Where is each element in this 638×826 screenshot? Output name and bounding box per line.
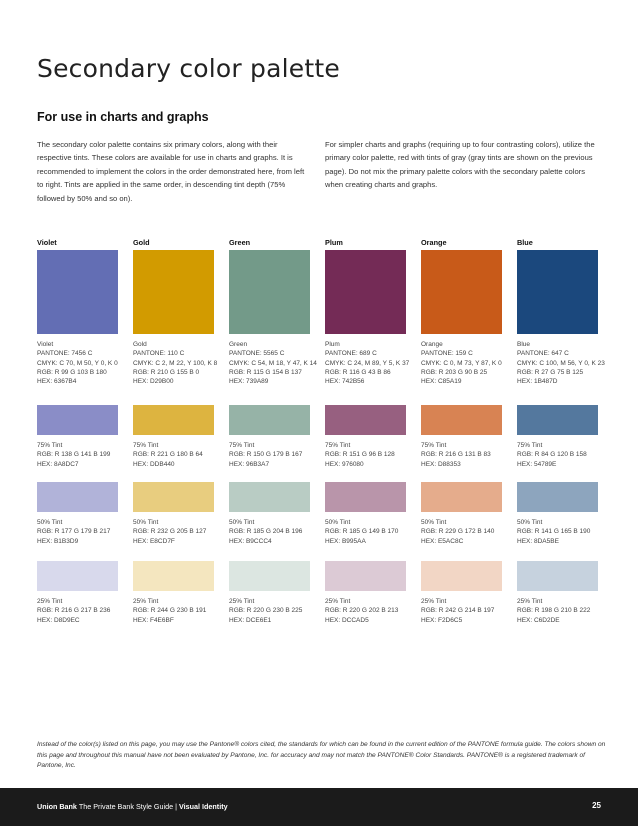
spec-line: 75% Tint bbox=[421, 442, 447, 449]
spec-line: Blue bbox=[517, 341, 531, 348]
page-number: 25 bbox=[592, 801, 601, 810]
footer-separator: | bbox=[175, 802, 177, 811]
swatch-info-green-25-tint bbox=[229, 597, 324, 625]
swatch-info-violet-25-tint bbox=[37, 597, 132, 625]
spec-line: HEX: E8CD7F bbox=[133, 537, 175, 545]
spec-line: RGB: R 116 G 43 B 86 bbox=[325, 368, 391, 376]
spec-line: 75% Tint bbox=[325, 442, 351, 449]
swatch-orange-100 bbox=[421, 250, 502, 334]
spec-line: PANTONE: 647 C bbox=[517, 350, 569, 358]
swatch-violet-75-tint bbox=[37, 405, 118, 435]
footer-section: Visual Identity bbox=[178, 802, 228, 811]
swatch-plum-75-tint bbox=[325, 405, 406, 435]
spec-line: PANTONE: 7456 C bbox=[37, 350, 93, 358]
spec-line: HEX: 976080 bbox=[325, 460, 364, 468]
swatch-blue-100 bbox=[517, 250, 598, 334]
spec-line: RGB: R 221 G 180 B 64 bbox=[133, 451, 203, 459]
spec-line: HEX: 96B3A7 bbox=[229, 460, 270, 468]
spec-line: 75% Tint bbox=[37, 442, 63, 449]
spec-line: RGB: R 27 G 75 B 125 bbox=[517, 368, 584, 376]
spec-line: RGB: R 216 G 217 B 236 bbox=[37, 607, 111, 615]
spec-line: HEX: DDB440 bbox=[133, 460, 175, 468]
swatch-info-green-75-tint bbox=[229, 441, 324, 469]
swatch-info-violet-75-tint bbox=[37, 441, 132, 469]
spec-line: RGB: R 220 G 202 B 213 bbox=[325, 607, 399, 615]
spec-line: 25% Tint bbox=[325, 598, 351, 605]
spec-line: RGB: R 141 G 165 B 190 bbox=[517, 528, 591, 536]
spec-line: RGB: R 244 G 230 B 191 bbox=[133, 607, 207, 615]
swatch-info-blue-25-tint bbox=[517, 597, 612, 625]
spec-line: HEX: B1B3D9 bbox=[37, 537, 79, 545]
color-column-orange bbox=[421, 238, 502, 624]
spec-line: HEX: B995AA bbox=[325, 537, 366, 545]
color-column-violet bbox=[37, 238, 118, 624]
spec-line: Violet bbox=[37, 341, 54, 348]
color-name-gold: Gold bbox=[133, 238, 150, 247]
footer-brand: Union Bank bbox=[37, 802, 77, 811]
spec-line: HEX: 8A8DC7 bbox=[37, 460, 79, 468]
color-name-green: Green bbox=[229, 238, 251, 247]
color-column-green bbox=[229, 238, 317, 624]
spec-line: HEX: 6367B4 bbox=[37, 378, 77, 386]
swatch-green-75-tint bbox=[229, 405, 310, 435]
swatch-violet-25-tint bbox=[37, 561, 118, 591]
spec-line: HEX: 739A89 bbox=[229, 378, 269, 386]
intro-paragraph-right: For simpler charts and graphs (requiring up to four contrasting colors), utilize the primary color palette, red with tints of gray (gray tints are shown on the previous page). Do not mix the primary palette colors with the secondary palette colors when creating charts and graphs. bbox=[325, 140, 595, 190]
swatch-green-100 bbox=[229, 250, 310, 334]
spec-line: PANTONE: 5565 C bbox=[229, 350, 285, 358]
spec-line: HEX: 8DA5BE bbox=[517, 537, 559, 545]
color-column-gold bbox=[133, 238, 218, 624]
swatch-plum-50-tint bbox=[325, 482, 406, 512]
swatch-info-plum-100 bbox=[325, 340, 420, 386]
spec-line: HEX: F2D6C5 bbox=[421, 616, 463, 624]
spec-line: HEX: DCE6E1 bbox=[229, 616, 272, 624]
page-title: Secondary color palette bbox=[37, 54, 340, 83]
swatch-info-orange-25-tint bbox=[421, 597, 516, 625]
swatch-blue-25-tint bbox=[517, 561, 598, 591]
spec-line: RGB: R 151 G 96 B 128 bbox=[325, 451, 395, 459]
swatch-info-violet-50-tint bbox=[37, 518, 132, 546]
swatch-info-plum-75-tint bbox=[325, 441, 420, 469]
spec-line: HEX: E5AC8C bbox=[421, 537, 464, 545]
intro-paragraph-left: The secondary color palette contains six primary colors, along with their respective tints. These colors are available for use in charts and graphs. It is recommended to implement the colors in the order demonstrated here, from left to right. Tints are applied in the same order, in descending tint depth (75% followed by 50% and so on). bbox=[37, 140, 305, 203]
swatch-info-blue-75-tint bbox=[517, 441, 612, 469]
spec-line: 50% Tint bbox=[325, 519, 351, 526]
spec-line: 75% Tint bbox=[229, 442, 255, 449]
swatch-blue-75-tint bbox=[517, 405, 598, 435]
swatch-info-gold-75-tint bbox=[133, 441, 228, 469]
spec-line: HEX: DCCAD5 bbox=[325, 616, 369, 624]
spec-line: CMYK: C 0, M 73, Y 87, K 0 bbox=[421, 359, 502, 367]
spec-line: RGB: R 177 G 179 B 217 bbox=[37, 528, 111, 536]
spec-line: 50% Tint bbox=[37, 519, 63, 526]
spec-line: HEX: 742B56 bbox=[325, 378, 365, 386]
swatch-info-green-100 bbox=[229, 340, 324, 386]
spec-line: RGB: R 185 G 204 B 196 bbox=[229, 528, 303, 536]
page-footer bbox=[0, 788, 638, 826]
spec-line: HEX: F4E6BF bbox=[133, 616, 174, 624]
swatch-gold-50-tint bbox=[133, 482, 214, 512]
spec-line: 25% Tint bbox=[517, 598, 543, 605]
spec-line: CMYK: C 54, M 18, Y 47, K 14 bbox=[229, 359, 317, 367]
spec-line: RGB: R 210 G 155 B 0 bbox=[133, 368, 200, 376]
spec-line: 50% Tint bbox=[133, 519, 159, 526]
spec-line: RGB: R 99 G 103 B 180 bbox=[37, 368, 107, 376]
color-name-plum: Plum bbox=[325, 238, 343, 247]
swatch-gold-25-tint bbox=[133, 561, 214, 591]
swatch-info-orange-100 bbox=[421, 340, 516, 386]
spec-line: 50% Tint bbox=[517, 519, 543, 526]
swatch-orange-50-tint bbox=[421, 482, 502, 512]
spec-line: RGB: R 232 G 205 B 127 bbox=[133, 528, 207, 536]
spec-line: RGB: R 198 G 210 B 222 bbox=[517, 607, 591, 615]
spec-line: RGB: R 220 G 230 B 225 bbox=[229, 607, 303, 615]
swatch-info-plum-25-tint bbox=[325, 597, 420, 625]
spec-line: Gold bbox=[133, 341, 147, 348]
spec-line: 50% Tint bbox=[229, 519, 255, 526]
spec-line: RGB: R 203 G 90 B 25 bbox=[421, 368, 488, 376]
spec-line: PANTONE: 159 C bbox=[421, 350, 473, 358]
spec-line: HEX: C85A19 bbox=[421, 378, 462, 386]
spec-line: 25% Tint bbox=[133, 598, 159, 605]
swatch-gold-100 bbox=[133, 250, 214, 334]
color-name-blue: Blue bbox=[517, 238, 533, 247]
spec-line: 25% Tint bbox=[229, 598, 255, 605]
swatch-info-gold-25-tint bbox=[133, 597, 228, 625]
spec-line: Plum bbox=[325, 341, 340, 348]
spec-line: HEX: 54789E bbox=[517, 460, 557, 468]
swatch-violet-100 bbox=[37, 250, 118, 334]
color-column-blue bbox=[517, 238, 605, 624]
color-name-orange: Orange bbox=[421, 238, 447, 247]
spec-line: RGB: R 216 G 131 B 83 bbox=[421, 451, 491, 459]
swatch-info-orange-50-tint bbox=[421, 518, 516, 546]
spec-line: CMYK: C 100, M 56, Y 0, K 23 bbox=[517, 359, 605, 367]
spec-line: Green bbox=[229, 341, 248, 348]
swatch-plum-25-tint bbox=[325, 561, 406, 591]
swatch-orange-25-tint bbox=[421, 561, 502, 591]
spec-line: CMYK: C 2, M 22, Y 100, K 8 bbox=[133, 359, 218, 367]
swatch-green-25-tint bbox=[229, 561, 310, 591]
spec-line: RGB: R 150 G 179 B 167 bbox=[229, 451, 303, 459]
footer-title bbox=[37, 802, 228, 811]
footer-guide: The Private Bank Style Guide bbox=[78, 802, 174, 811]
spec-line: HEX: D29B00 bbox=[133, 378, 174, 386]
spec-line: RGB: R 138 G 141 B 199 bbox=[37, 451, 111, 459]
color-column-plum bbox=[325, 238, 410, 624]
swatch-info-gold-50-tint bbox=[133, 518, 228, 546]
swatch-info-gold-100 bbox=[133, 340, 228, 386]
spec-line: HEX: 1B487D bbox=[517, 378, 558, 386]
spec-line: PANTONE: 110 C bbox=[133, 350, 185, 358]
spec-line: 75% Tint bbox=[517, 442, 543, 449]
spec-line: CMYK: C 24, M 89, Y 5, K 37 bbox=[325, 359, 410, 367]
color-name-violet: Violet bbox=[37, 238, 57, 247]
spec-line: RGB: R 242 G 214 B 197 bbox=[421, 607, 495, 615]
swatch-gold-75-tint bbox=[133, 405, 214, 435]
spec-line: HEX: D88353 bbox=[421, 460, 461, 468]
spec-line: RGB: R 185 G 149 B 170 bbox=[325, 528, 399, 536]
spec-line: RGB: R 115 G 154 B 137 bbox=[229, 368, 302, 376]
swatch-info-orange-75-tint bbox=[421, 441, 516, 469]
spec-line: HEX: B9CCC4 bbox=[229, 537, 272, 545]
swatch-green-50-tint bbox=[229, 482, 310, 512]
spec-line: 50% Tint bbox=[421, 519, 447, 526]
swatch-info-plum-50-tint bbox=[325, 518, 420, 546]
spec-line: RGB: R 84 G 120 B 158 bbox=[517, 451, 587, 459]
swatch-orange-75-tint bbox=[421, 405, 502, 435]
spec-line: 25% Tint bbox=[421, 598, 447, 605]
swatch-info-violet-100 bbox=[37, 340, 132, 386]
swatch-blue-50-tint bbox=[517, 482, 598, 512]
swatch-plum-100 bbox=[325, 250, 406, 334]
spec-line: Orange bbox=[421, 341, 443, 348]
spec-line: RGB: R 229 G 172 B 140 bbox=[421, 528, 495, 536]
swatch-info-green-50-tint bbox=[229, 518, 324, 546]
spec-line: 75% Tint bbox=[133, 442, 159, 449]
swatch-info-blue-100 bbox=[517, 340, 612, 386]
spec-line: HEX: D8D9EC bbox=[37, 616, 80, 624]
swatch-violet-50-tint bbox=[37, 482, 118, 512]
section-subtitle: For use in charts and graphs bbox=[37, 110, 209, 124]
spec-line: CMYK: C 70, M 50, Y 0, K 0 bbox=[37, 359, 118, 367]
spec-line: 25% Tint bbox=[37, 598, 63, 605]
spec-line: PANTONE: 689 C bbox=[325, 350, 377, 358]
pantone-footnote: Instead of the color(s) listed on this page, you may use the Pantone® colors cited, the standards for which can be found in the current edition of the PANTONE formula guide. The colors shown on this page and throughout this manual have not been evaluated by Pantone, Inc. for accuracy and may not match the PANTONE® Color Standards. PANTONE® is a registered trademark of Pantone, Inc. bbox=[37, 741, 606, 769]
swatch-info-blue-50-tint bbox=[517, 518, 612, 546]
spec-line: HEX: C6D2DE bbox=[517, 616, 560, 624]
